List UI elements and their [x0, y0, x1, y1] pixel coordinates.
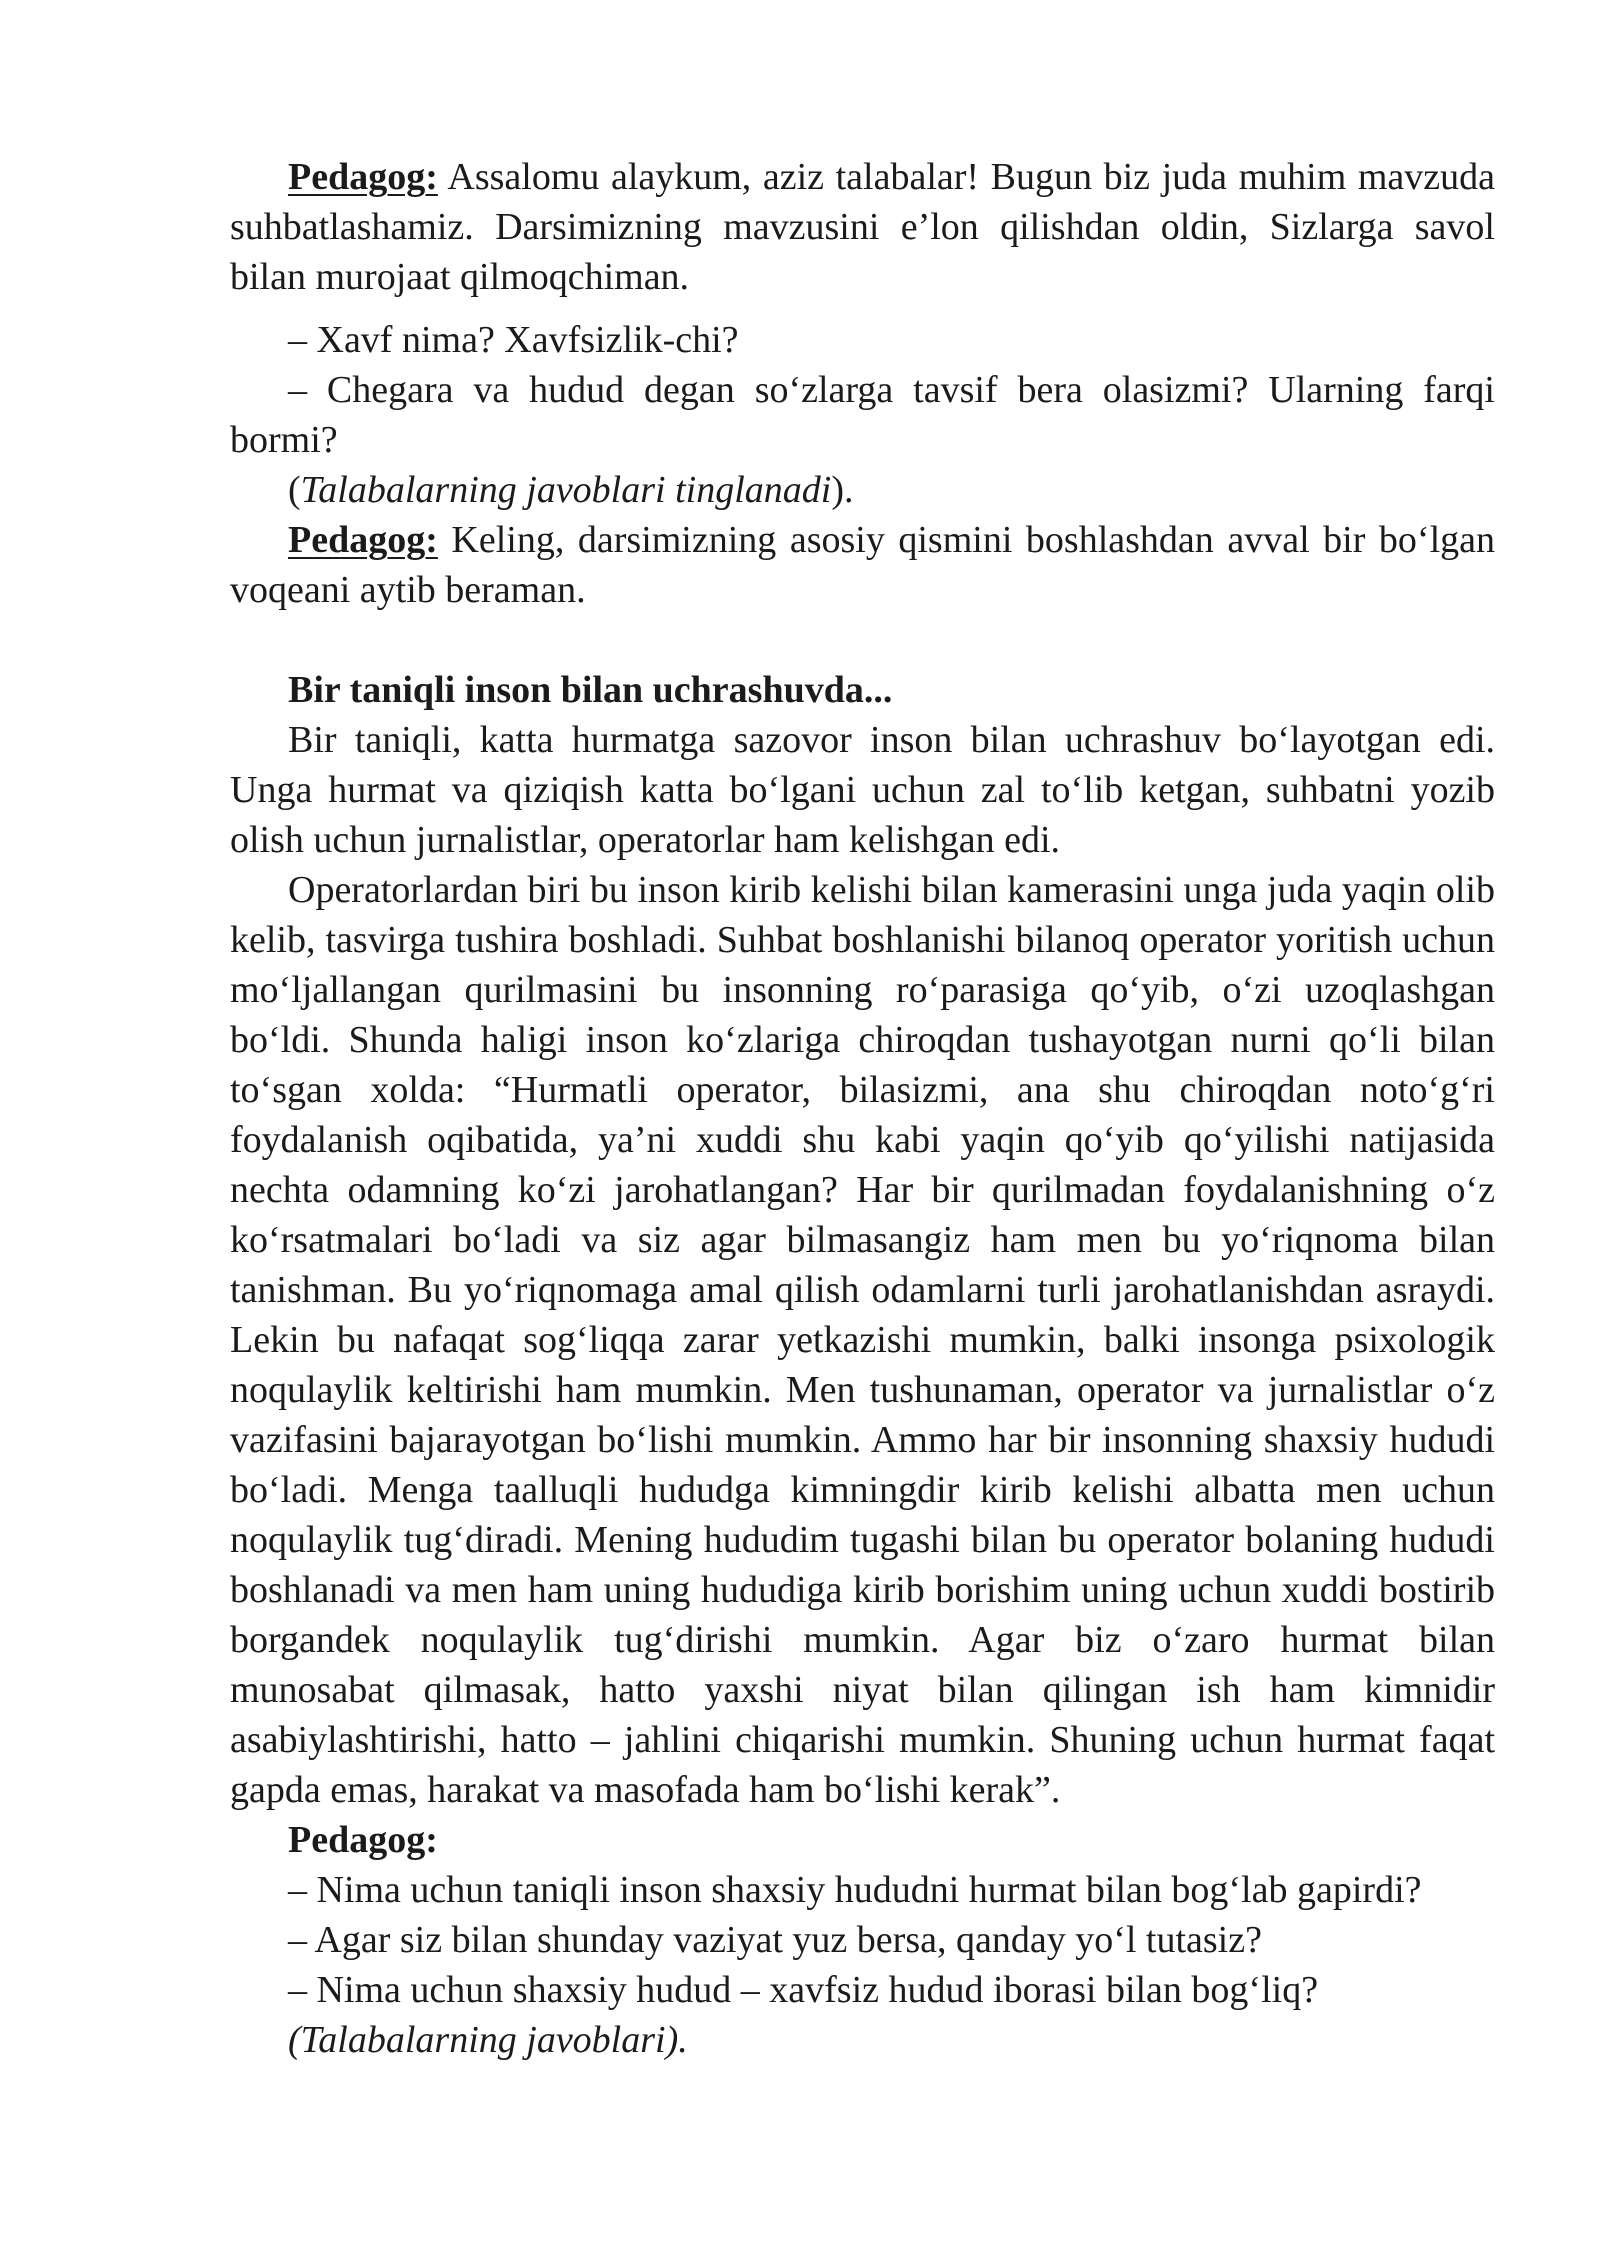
- note-open: (: [288, 469, 301, 511]
- document-body: [230, 152, 1495, 2065]
- question-item: – Xavf nima? Xavfsizlik-chi?: [288, 319, 739, 361]
- student-answers-note: (Talabalarning javoblari).: [288, 2019, 688, 2061]
- blank-line: [230, 615, 1495, 665]
- pedagog-paragraph: [230, 515, 1495, 615]
- note-close: ).: [831, 469, 854, 511]
- pedagog-text: Keling, darsimizning asosiy qismini boshlashdan avval bir bo‘lgan voqeani aytib beraman.: [230, 519, 1496, 611]
- question-item: – Nima uchun shaxsiy hudud – xavfsiz hudud iborasi bilan bog‘liq?: [288, 1969, 1319, 2011]
- intro-paragraph: [230, 152, 1495, 302]
- speaker-label: Pedagog:: [288, 156, 438, 198]
- question-item: – Nima uchun taniqli inson shaxsiy hududni hurmat bilan bog‘lab gapirdi?: [288, 1869, 1422, 1911]
- speaker-label: Pedagog:: [288, 519, 438, 561]
- question-item: – Agar siz bilan shunday vaziyat yuz bersa, qanday yo‘l tutasiz?: [288, 1919, 1262, 1961]
- story-paragraph: Bir taniqli, katta hurmatga sazovor inson bilan uchrashuv bo‘layotgan edi. Unga hurmat va qiziqish katta bo‘lgani uchun zal to‘lib ketgan, suhbatni yozib olish uchun jurnalistlar, operatorlar ham kelishgan edi.: [230, 719, 1495, 861]
- story-title: Bir taniqli inson bilan uchrashuvda...: [288, 669, 893, 711]
- story-paragraph: Operatorlardan biri bu inson kirib kelishi bilan kamerasini unga juda yaqin olib kelib, tasvirga tushira boshladi. Suhbat boshlanishi bilanoq operator yoritish uchun mo‘ljallangan qurilmasini bu insonning ro‘parasiga qo‘yib, o‘zi uzoqlashgan bo‘ldi. Shunda haligi inson ko‘zlariga chiroqdan tushayotgan nurni qo‘li bilan to‘sgan xolda: “Hurmatli operator, bilasizmi, ana shu chiroqdan noto‘g‘ri foydalanish oqibatida, ya’ni xuddi shu kabi yaqin qo‘yib qo‘yilishi natijasida nechta odamning ko‘zi jarohatlangan? Har bir qurilmadan foydalanishning o‘z ko‘rsatmalari bo‘ladi va siz agar bilmasangiz ham men bu yo‘riqnoma bilan tanishman. Bu yo‘riqnomaga amal qilish odamlarni turli jarohatlanishdan asraydi. Lekin bu nafaqat sog‘liqqa zarar yetkazishi mumkin, balki insonga psixologik noqulaylik keltirishi ham mumkin. Men tushunaman, operator va jurnalistlar o‘z vazifasini bajarayotgan bo‘lishi mumkin. Ammo har bir insonning shaxsiy hududi bo‘ladi. Menga taalluqli hududga kimningdir kirib kelishi albatta men uchun noqulaylik tug‘diradi. Mening hududim tugashi bilan bu operator bolaning hududi boshlanadi va men ham uning hududiga kirib borishim uning uchun xuddi bostirib borgandek noqulaylik tug‘dirishi mumkin. Agar biz o‘zaro hurmat bilan munosabat qilmasak, hatto yaxshi niyat bilan qilingan ish ham kimnidir asabiylashtirishi, hatto – jahlini chiqarishi mumkin. Shuning uchun hurmat faqat gapda emas, harakat va masofada ham bo‘lishi kerak”.: [230, 869, 1495, 1811]
- speaker-label: Pedagog:: [288, 1819, 438, 1861]
- student-answers-note: [230, 465, 1495, 515]
- intro-text: Assalomu alaykum, aziz talabalar! Bugun biz juda muhim mavzuda suhbatlashamiz. Darsimizning mavzusini e’lon qilishdan oldin, Sizlarga savol bilan murojaat qilmoqchiman.: [230, 156, 1496, 298]
- question-item: – Chegara va hudud degan so‘zlarga tavsif bera olasizmi? Ularning farqi bormi?: [230, 369, 1495, 461]
- note-italic-text: Talabalarning javoblari tinglanadi: [300, 469, 832, 511]
